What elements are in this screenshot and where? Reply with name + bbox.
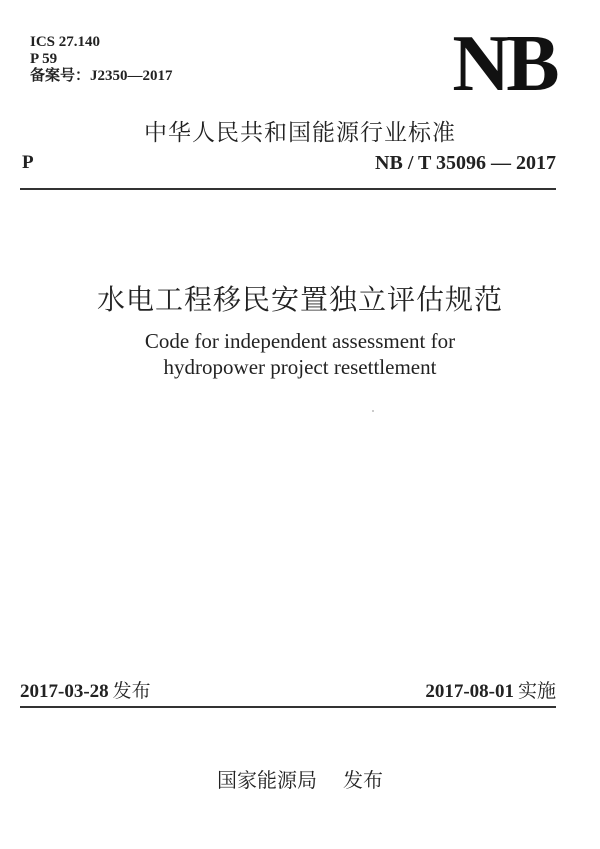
title-english-line-2: hydropower project resettlement (163, 355, 437, 379)
title-english (0, 328, 600, 380)
implement-label: 实施 (517, 680, 556, 702)
bottom-divider (20, 706, 556, 708)
issue-label: 发布 (112, 680, 151, 702)
publisher-name: 国家能源局 (217, 768, 317, 792)
title-english-line-1: Code for independent assessment for (144, 329, 456, 353)
record-number: 备案号：J2350—2017 (30, 68, 173, 84)
ics-code: ICS 27.140 (30, 34, 101, 50)
paper-speck (372, 410, 374, 412)
implement-date-block (425, 676, 556, 703)
classification-block (30, 34, 173, 85)
ccs-code: P 59 (30, 51, 58, 67)
nb-logo-text: NB (452, 24, 556, 102)
class-code: P (22, 152, 34, 173)
top-divider (20, 188, 556, 190)
standard-category: 中华人民共和国能源行业标准 (144, 120, 456, 146)
issue-date: 2017-03-28 (20, 681, 109, 702)
publisher-action: 发布 (343, 768, 383, 792)
issue-date-block (20, 676, 151, 703)
standard-number: NB / T 35096 — 2017 (375, 152, 556, 174)
title-chinese: 水电工程移民安置独立评估规范 (96, 283, 503, 316)
implement-date: 2017-08-01 (425, 681, 514, 702)
publisher-line (0, 764, 600, 793)
nb-logo (444, 24, 564, 102)
